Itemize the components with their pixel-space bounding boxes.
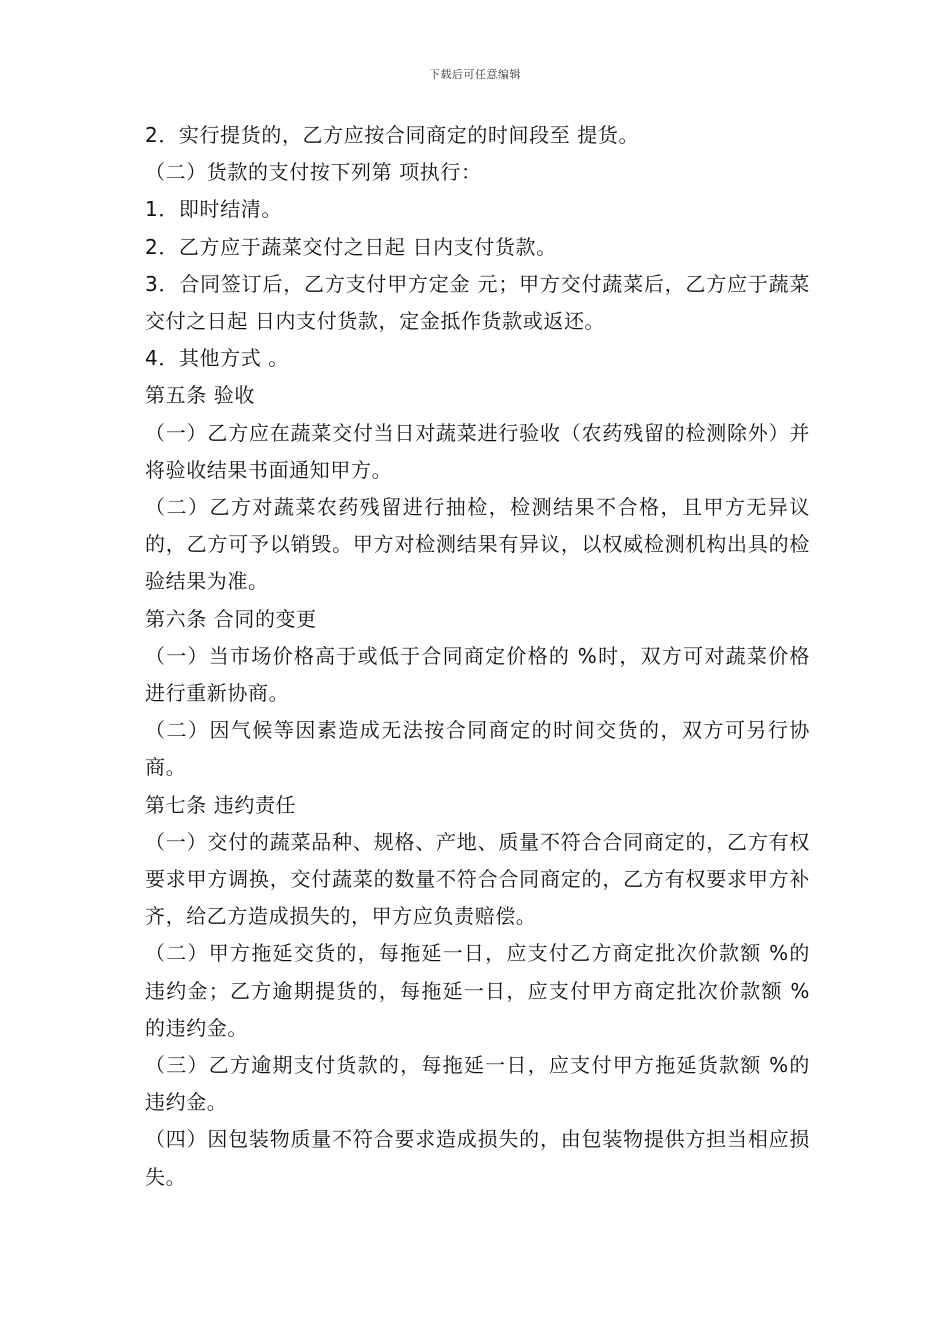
section-heading-liability: 第七条 违约责任 — [145, 792, 297, 817]
paragraph-modification-1: （一）当市场价格高于或低于合同商定价格的 %时，双方可对蔬菜价格进行重新协商。 — [145, 643, 810, 706]
paragraph-liability-3: （三）乙方逾期支付货款的，每拖延一日，应支付甲方拖延货款额 %的违约金。 — [145, 1053, 810, 1115]
paragraph-liability-2: （二）甲方拖延交货的，每拖延一日，应支付乙方商定批次价款额 %的违约金；乙方逾期提货的，每拖延一日，应支付甲方商定批次价款额 %的违约金。 — [145, 941, 810, 1040]
page-header: 下载后可任意编辑 — [429, 68, 521, 81]
paragraph-liability-4: （四）因包装物质量不符合要求造成损失的，由包装物提供方担当相应损失。 — [145, 1127, 810, 1189]
paragraph-payment-options: （二）货款的支付按下列第 项执行： — [145, 160, 482, 185]
document-body — [145, 117, 810, 1196]
paragraph-payment-option-1: 1．即时结清。 — [145, 197, 282, 222]
paragraph-payment-option-4: 4．其他方式 。 — [145, 346, 289, 371]
paragraph-acceptance-2: （二）乙方对蔬菜农药残留进行抽检，检测结果不合格，且甲方无异议的，乙方可予以销毁。甲方对检测结果有异议，以权威检测机构出具的检验结果为准。 — [145, 495, 810, 594]
paragraph-modification-2: （二）因气候等因素造成无法按合同商定的时间交货的，双方可另行协商。 — [145, 718, 810, 780]
paragraph-payment-option-2: 2．乙方应于蔬菜交付之日起 日内支付货款。 — [145, 234, 557, 259]
paragraph-acceptance-1: （一）乙方应在蔬菜交付当日对蔬菜进行验收（农药残留的检测除外）并将验收结果书面通知甲方。 — [145, 420, 810, 482]
paragraph-liability-1: （一）交付的蔬菜品种、规格、产地、质量不符合合同商定的，乙方有权要求甲方调换，交付蔬菜的数量不符合合同商定的，乙方有权要求甲方补齐，给乙方造成损失的，甲方应负责赔偿。 — [145, 829, 810, 929]
section-heading-acceptance: 第五条 验收 — [145, 383, 255, 408]
paragraph-delivery-pickup: 2．实行提货的，乙方应按合同商定的时间段至 提货。 — [145, 123, 640, 147]
paragraph-payment-option-3: 3．合同签订后，乙方支付甲方定金 元；甲方交付蔬菜后，乙方应于蔬菜交付之日起 日内支付货款，定金抵作货款或返还。 — [145, 271, 810, 334]
section-heading-modification: 第六条 合同的变更 — [145, 606, 317, 631]
